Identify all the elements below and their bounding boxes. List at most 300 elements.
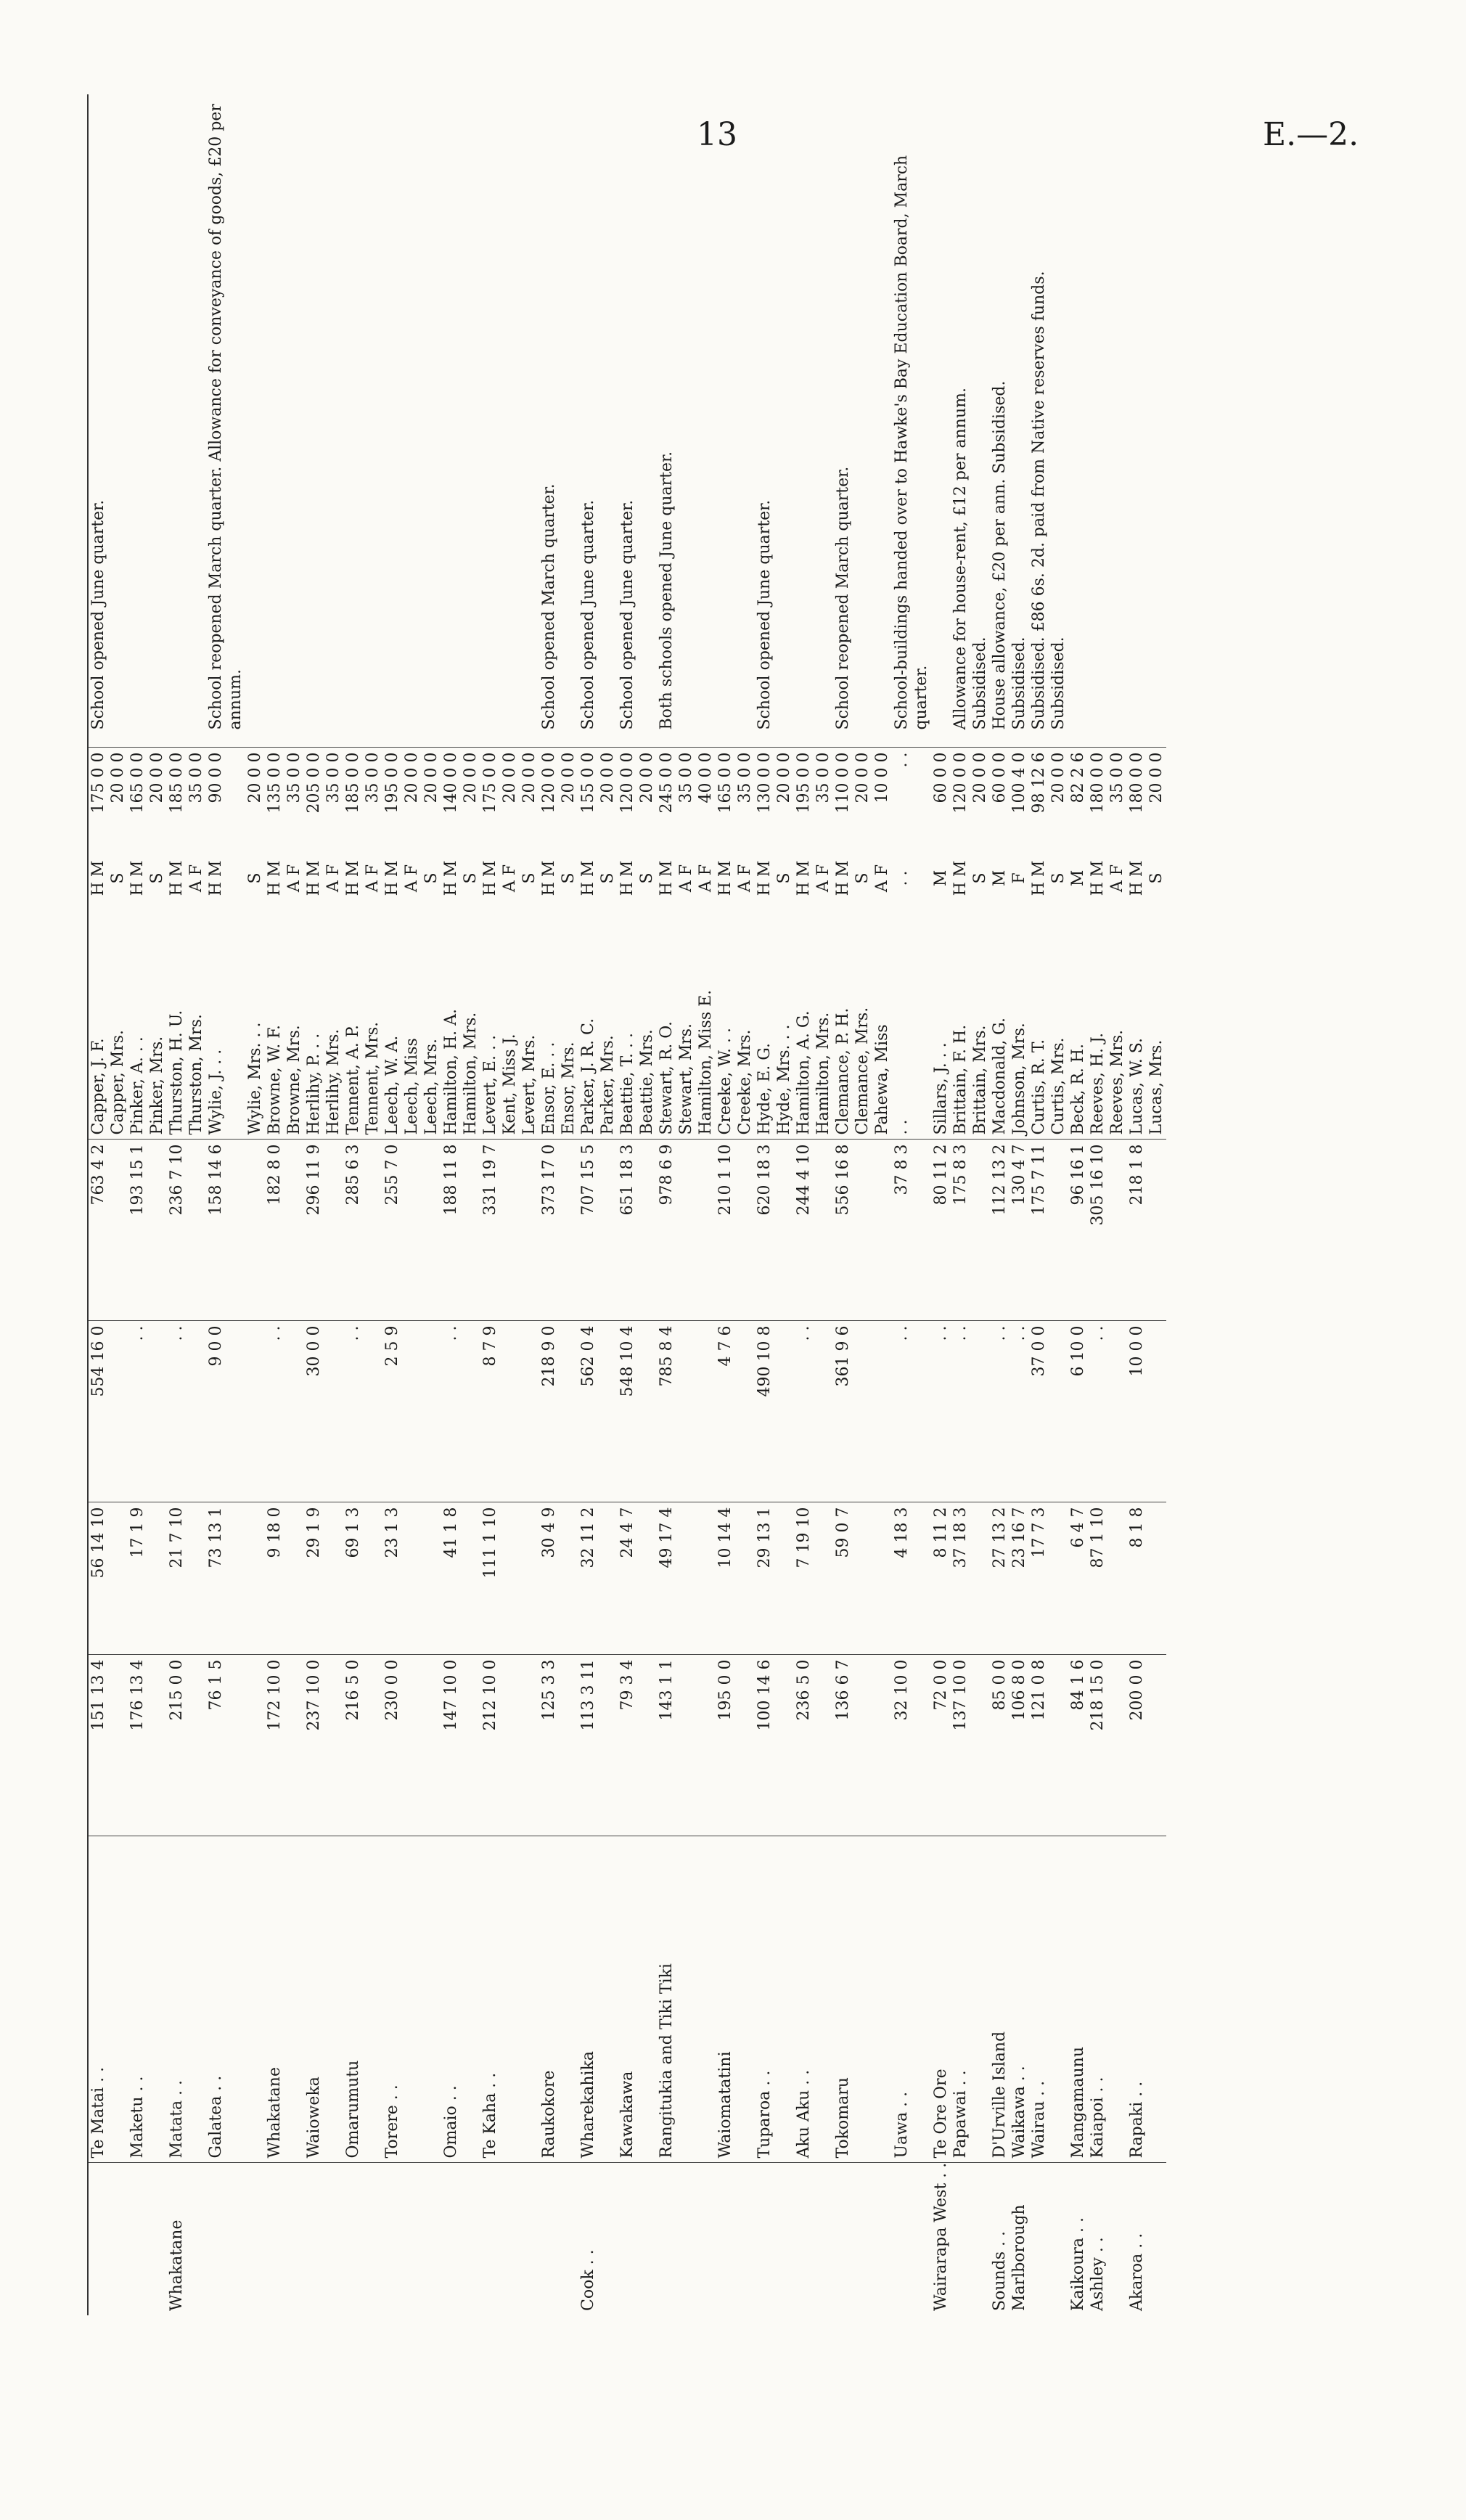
table-row (441, 94, 461, 2315)
education-board-cell (539, 2163, 559, 2315)
teacher-cell: Wylie, J. . . (207, 1049, 225, 1135)
expenditure-cell (422, 1655, 441, 1836)
teacher-cell: Sillars, J. . . (932, 1042, 950, 1135)
education-board-cell (696, 2163, 716, 2315)
expenditure-cell: 113 3 11 (578, 1655, 598, 1836)
expenditure-cell: 215 0 0 (167, 1655, 187, 1836)
position-cell: A F (677, 864, 695, 893)
table-row (1049, 94, 1068, 2315)
school-name-cell: Rangitukia and Tiki Tiki (657, 1836, 676, 2163)
teacher-cell: Beck, R. H. (1069, 1043, 1087, 1135)
table-row (304, 94, 324, 2315)
salary-cell: 35 0 0 (324, 748, 343, 842)
position-cell: S (520, 872, 539, 884)
remarks-cell (500, 94, 520, 748)
remarks-cell (382, 94, 402, 748)
teacher-cell: Thurston, Mrs. (187, 1014, 205, 1135)
salary-cell: 35 0 0 (187, 748, 206, 842)
expenditure-cell (814, 1655, 833, 1836)
education-board-cell (402, 2163, 422, 2315)
salary-cell: 120 0 0 (618, 748, 637, 842)
salary-cell: 35 0 0 (676, 748, 696, 842)
education-board-cell: Cook . . (578, 2163, 598, 2315)
fees-cell: 8 1 8 (1127, 1502, 1147, 1655)
remarks-cell (343, 94, 363, 748)
education-board-cell (304, 2163, 324, 2315)
education-board-cell (951, 2163, 970, 2315)
buildings-cell (461, 1321, 480, 1502)
expenditure-cell: 137 10 0 (951, 1655, 970, 1836)
school-name-cell: Papawai . . (951, 1836, 970, 2163)
salary-cell: 20 0 0 (559, 748, 578, 842)
salary-cell: 110 0 0 (833, 748, 853, 842)
position-cell: H M (344, 860, 362, 896)
fees-cell: 10 14 4 (716, 1502, 735, 1655)
remarks-cell (931, 94, 951, 748)
salary-cell: 120 0 0 (951, 748, 970, 842)
salary-cell: 135 0 0 (265, 748, 284, 842)
total-cell: 978 6 9 (657, 1140, 676, 1321)
salary-cell: 20 0 0 (422, 748, 441, 842)
teacher-cell: Pinker, Mrs. (148, 1036, 166, 1135)
remarks-cell: Subsidised. (1049, 637, 1068, 730)
salary-cell: 20 0 0 (970, 748, 990, 842)
teacher-cell: Ensor, E. . . (540, 1042, 558, 1135)
position-cell: H M (795, 860, 813, 896)
buildings-cell: . . (951, 1321, 970, 1502)
education-board-cell (382, 2163, 402, 2315)
buildings-cell: 361 9 6 (833, 1321, 853, 1502)
buildings-cell: 8 7 9 (480, 1321, 500, 1502)
fees-cell: 32 11 2 (578, 1502, 598, 1655)
school-name-cell (853, 1836, 872, 2163)
remarks-cell (1127, 94, 1147, 748)
remarks-cell (363, 94, 382, 748)
position-cell: H M (579, 860, 597, 896)
total-cell (559, 1140, 578, 1321)
buildings-cell (1049, 1321, 1068, 1502)
total-cell (598, 1140, 618, 1321)
position-cell: . . (893, 870, 911, 886)
salary-cell: 130 0 0 (755, 748, 774, 842)
total-cell: 96 16 1 (1068, 1140, 1088, 1321)
teacher-cell: Ensor, Mrs. (560, 1042, 578, 1135)
table-row (1127, 94, 1147, 2315)
school-name-cell (814, 1836, 833, 2163)
fees-cell (970, 1502, 990, 1655)
position-cell: A F (324, 864, 343, 893)
education-board-cell (676, 2163, 696, 2315)
expenditure-cell: 32 10 0 (892, 1655, 931, 1836)
expenditure-cell (735, 1655, 755, 1836)
education-board-cell: Ashley . . (1088, 2163, 1107, 2315)
salary-cell: 60 0 0 (990, 748, 1010, 842)
teacher-cell: Browne, W. F. (266, 1024, 284, 1135)
table-row (814, 94, 833, 2315)
salary-cell: 185 0 0 (167, 748, 187, 842)
education-board-cell (500, 2163, 520, 2315)
buildings-cell (598, 1321, 618, 1502)
education-board-cell (1147, 2163, 1166, 2315)
expenditure-cell: 125 3 3 (539, 1655, 559, 1836)
remarks-cell: School opened June quarter. (618, 499, 636, 730)
school-name-cell (676, 1836, 696, 2163)
fees-cell (520, 1502, 539, 1655)
teacher-cell: Macdonald, G. (991, 1018, 1009, 1135)
remarks-cell: Subsidised. £86 6s. 2d. paid from Native reserves funds. (1030, 271, 1048, 730)
education-board-cell (598, 2163, 618, 2315)
teacher-cell: Stewart, R. O. (658, 1020, 676, 1135)
expenditure-cell (637, 1655, 657, 1836)
position-cell: S (109, 872, 127, 884)
buildings-cell: 10 0 0 (1127, 1321, 1147, 1502)
table-row (167, 94, 187, 2315)
position-cell: S (462, 872, 480, 884)
education-board-cell: Whakatane (167, 2163, 187, 2315)
school-name-cell: Waiomatatini (716, 1836, 735, 2163)
position-cell: M (991, 870, 1009, 887)
position-cell: A F (814, 864, 832, 893)
expenditure-cell: 151 13 4 (88, 1655, 108, 1836)
total-cell: 285 6 3 (343, 1140, 363, 1321)
total-cell: 620 18 3 (755, 1140, 774, 1321)
teacher-cell: Wylie, Mrs. . . (246, 1022, 264, 1135)
position-cell: H M (618, 860, 636, 896)
education-board-cell (872, 2163, 892, 2315)
total-cell (402, 1140, 422, 1321)
total-cell: 130 4 7 (1010, 1140, 1029, 1321)
education-board-cell (892, 2163, 931, 2315)
total-cell: 175 8 3 (951, 1140, 970, 1321)
buildings-cell (520, 1321, 539, 1502)
buildings-cell: . . (167, 1321, 187, 1502)
teacher-cell: Clemance, P. H. (834, 1007, 852, 1135)
education-board-cell (618, 2163, 637, 2315)
education-board-cell: Akaroa . . (1127, 2163, 1147, 2315)
position-cell: S (775, 872, 793, 884)
education-board-cell (1029, 2163, 1049, 2315)
table-row (637, 94, 657, 2315)
expenditure-cell: 216 5 0 (343, 1655, 363, 1836)
teacher-cell: Hamilton, H. A. (442, 1008, 460, 1135)
buildings-cell: 562 0 4 (578, 1321, 598, 1502)
fees-cell (363, 1502, 382, 1655)
expenditure-cell: 218 15 0 (1088, 1655, 1107, 1836)
remarks-cell: Subsidised. (1010, 637, 1028, 730)
teacher-cell: Levert, Mrs. (520, 1034, 539, 1135)
teacher-cell: Pinker, A. . . (128, 1036, 147, 1135)
table-row (245, 94, 265, 2315)
fees-cell (324, 1502, 343, 1655)
remarks-cell (265, 94, 284, 748)
position-cell: H M (481, 860, 499, 896)
teacher-cell: Pahewa, Miss (873, 1024, 891, 1135)
salary-cell: 20 0 0 (520, 748, 539, 842)
education-board-cell (970, 2163, 990, 2315)
teacher-cell: Creeke, W. . . (716, 1028, 734, 1135)
school-name-cell: Kaiapoi . . (1088, 1836, 1107, 2163)
position-cell: H M (834, 860, 852, 896)
teacher-cell: Hamilton, A. G. (795, 1010, 813, 1135)
school-name-cell: Raukokore (539, 1836, 559, 2163)
teacher-cell: Thurston, H. U. (168, 1010, 186, 1135)
teacher-cell: Levert, E. . . (481, 1035, 499, 1135)
table-row (284, 94, 304, 2315)
teacher-cell: . . (893, 1119, 911, 1135)
school-name-cell (872, 1836, 892, 2163)
table-row (872, 94, 892, 2315)
buildings-cell: 785 8 4 (657, 1321, 676, 1502)
position-cell: H M (1128, 860, 1146, 896)
school-name-cell (461, 1836, 480, 2163)
buildings-cell (284, 1321, 304, 1502)
expenditure-cell (1147, 1655, 1166, 1836)
total-cell: 236 7 10 (167, 1140, 187, 1321)
school-name-cell: Omarumutu (343, 1836, 363, 2163)
total-cell (422, 1140, 441, 1321)
fees-cell (735, 1502, 755, 1655)
school-name-cell: Te Matai . . (88, 1836, 108, 2163)
expenditure-cell (520, 1655, 539, 1836)
position-cell: H M (1089, 860, 1107, 896)
position-cell: H M (951, 860, 970, 896)
education-board-cell (814, 2163, 833, 2315)
total-cell (363, 1140, 382, 1321)
education-board-cell (147, 2163, 167, 2315)
salary-cell: 20 0 0 (853, 748, 872, 842)
total-cell: 305 16 10 (1088, 1140, 1107, 1321)
buildings-cell: . . (892, 1321, 931, 1502)
school-name-cell: Mangamaunu (1068, 1836, 1088, 2163)
salary-cell: 20 0 0 (402, 748, 422, 842)
expenditure-cell (284, 1655, 304, 1836)
remarks-cell (304, 94, 324, 748)
total-cell (853, 1140, 872, 1321)
remarks-cell (147, 94, 167, 748)
total-cell (814, 1140, 833, 1321)
buildings-cell: 554 16 0 (88, 1321, 108, 1502)
education-board-cell (794, 2163, 814, 2315)
position-cell: A F (187, 864, 205, 893)
buildings-cell: 2 5 9 (382, 1321, 402, 1502)
remarks-cell (696, 94, 716, 748)
salary-cell: 20 0 0 (1049, 748, 1068, 842)
total-cell: 182 8 0 (265, 1140, 284, 1321)
school-name-cell: Rapaki . . (1127, 1836, 1147, 2163)
remarks-cell (559, 94, 578, 748)
table-row (402, 94, 422, 2315)
fees-cell: 23 16 7 (1010, 1502, 1029, 1655)
table-row (343, 94, 363, 2315)
salary-cell: 35 0 0 (735, 748, 755, 842)
position-cell: H M (658, 860, 676, 896)
table-row (1010, 94, 1029, 2315)
fees-cell (1147, 1502, 1166, 1655)
remarks-cell (128, 94, 147, 748)
total-cell: 80 11 2 (931, 1140, 951, 1321)
buildings-cell (1147, 1321, 1166, 1502)
position-cell: S (148, 872, 166, 884)
table-row (1088, 94, 1107, 2315)
remarks-cell: School reopened March quarter. Allowance for conveyance of goods, £20 per annum. (207, 104, 245, 730)
school-name-cell: Te Kaha . . (480, 1836, 500, 2163)
salary-cell: 195 0 0 (382, 748, 402, 842)
teacher-cell: Parker, J. R. C. (579, 1018, 597, 1135)
fees-cell: 30 4 9 (539, 1502, 559, 1655)
position-cell: H M (89, 860, 107, 896)
salary-cell: 20 0 0 (147, 748, 167, 842)
buildings-cell: . . (343, 1321, 363, 1502)
buildings-cell: 37 0 0 (1029, 1321, 1049, 1502)
expenditure-cell: 172 10 0 (265, 1655, 284, 1836)
school-name-cell: Maketu . . (128, 1836, 147, 2163)
total-cell: 331 19 7 (480, 1140, 500, 1321)
total-cell: 244 4 10 (794, 1140, 814, 1321)
buildings-cell: . . (1010, 1321, 1029, 1502)
total-cell (696, 1140, 716, 1321)
salary-cell: 120 0 0 (539, 748, 559, 842)
teacher-cell: Lucas, Mrs. (1147, 1039, 1166, 1135)
remarks-cell (872, 94, 892, 748)
school-name-cell (422, 1836, 441, 2163)
education-board-cell (520, 2163, 539, 2315)
expenditure-cell: 237 10 0 (304, 1655, 324, 1836)
remarks-cell (1088, 94, 1107, 748)
expenditure-cell: 100 14 6 (755, 1655, 774, 1836)
salary-cell: 20 0 0 (108, 748, 128, 842)
table-row (578, 94, 598, 2315)
school-name-cell (637, 1836, 657, 2163)
school-name-cell (363, 1836, 382, 2163)
position-cell: A F (403, 864, 421, 893)
remarks-cell: Both schools opened June quarter. (658, 451, 676, 730)
expenditure-cell (245, 1655, 265, 1836)
education-board-cell (422, 2163, 441, 2315)
school-name-cell (1147, 1836, 1166, 2163)
table-row (108, 94, 128, 2315)
total-cell: 373 17 0 (539, 1140, 559, 1321)
expenditure-cell (676, 1655, 696, 1836)
total-cell: 175 7 11 (1029, 1140, 1049, 1321)
teacher-cell: Hamilton, Mrs. (462, 1012, 480, 1135)
table-row (990, 94, 1010, 2315)
remarks-cell: House allowance, £20 per ann. Subsidised. (991, 380, 1009, 730)
total-cell (147, 1140, 167, 1321)
salary-cell: 20 0 0 (245, 748, 265, 842)
buildings-cell (970, 1321, 990, 1502)
school-name-cell: Tuparoa . . (755, 1836, 774, 2163)
fees-cell (637, 1502, 657, 1655)
school-name-cell (970, 1836, 990, 2163)
education-board-cell (735, 2163, 755, 2315)
remarks-cell (284, 94, 304, 748)
remarks-cell: Subsidised. (971, 637, 989, 730)
remarks-cell (245, 94, 265, 748)
remarks-cell (108, 94, 128, 748)
table-row (696, 94, 716, 2315)
education-board-cell (559, 2163, 578, 2315)
salary-cell: 90 0 0 (206, 748, 245, 842)
school-name-cell (735, 1836, 755, 2163)
buildings-cell (1107, 1321, 1127, 1502)
total-cell: 651 18 3 (618, 1140, 637, 1321)
table-row (794, 94, 814, 2315)
total-cell (970, 1140, 990, 1321)
fees-cell: 111 1 10 (480, 1502, 500, 1655)
position-cell: A F (736, 864, 754, 893)
buildings-cell (559, 1321, 578, 1502)
expenditure-cell (872, 1655, 892, 1836)
fees-cell (559, 1502, 578, 1655)
buildings-cell: . . (794, 1321, 814, 1502)
remarks-cell: School opened March quarter. (540, 483, 558, 730)
total-cell: 763 4 2 (88, 1140, 108, 1321)
teacher-cell: Tennent, A. P. (344, 1024, 362, 1135)
buildings-cell: . . (265, 1321, 284, 1502)
table-row (1107, 94, 1127, 2315)
table-row (892, 94, 931, 2315)
school-name-cell: Galatea . . (206, 1836, 245, 2163)
salary-cell: . . (892, 748, 931, 842)
fees-cell (284, 1502, 304, 1655)
remarks-cell: School opened June quarter. (579, 499, 597, 730)
salary-cell: 82 2 6 (1068, 748, 1088, 842)
buildings-cell (500, 1321, 520, 1502)
buildings-cell: 548 10 4 (618, 1321, 637, 1502)
teacher-cell: Brittain, F. H. (951, 1024, 970, 1135)
buildings-cell (637, 1321, 657, 1502)
fees-cell (1049, 1502, 1068, 1655)
total-cell: 255 7 0 (382, 1140, 402, 1321)
education-board-cell (108, 2163, 128, 2315)
salary-cell: 35 0 0 (363, 748, 382, 842)
position-cell: A F (697, 864, 715, 893)
buildings-cell: . . (931, 1321, 951, 1502)
page-number: 13 (697, 116, 737, 153)
position-cell: H M (305, 860, 323, 896)
teacher-cell: Leech, W. A. (383, 1035, 401, 1135)
teacher-cell: Beattie, Mrs. (638, 1029, 656, 1135)
school-name-cell (500, 1836, 520, 2163)
position-cell: A F (501, 864, 519, 893)
education-board-cell (324, 2163, 343, 2315)
salary-cell: 175 0 0 (88, 748, 108, 842)
expenditure-cell (774, 1655, 794, 1836)
expenditure-cell (147, 1655, 167, 1836)
position-cell: H M (540, 860, 558, 896)
table-row (774, 94, 794, 2315)
position-cell: H M (128, 860, 147, 896)
position-cell: H M (755, 860, 774, 896)
salary-cell: 155 0 0 (578, 748, 598, 842)
teacher-cell: Kent, Miss J. (501, 1034, 519, 1135)
expenditure-cell (970, 1655, 990, 1836)
fees-cell: 9 18 0 (265, 1502, 284, 1655)
remarks-cell (716, 94, 735, 748)
fees-cell: 41 1 8 (441, 1502, 461, 1655)
position-cell: S (971, 872, 989, 884)
fees-cell: 21 7 10 (167, 1502, 187, 1655)
expenditure-cell: 85 0 0 (990, 1655, 1010, 1836)
fees-cell (872, 1502, 892, 1655)
total-cell: 188 11 8 (441, 1140, 461, 1321)
school-name-cell: Aku Aku . . (794, 1836, 814, 2163)
education-board-cell (480, 2163, 500, 2315)
education-board-cell: Wairarapa West . . (931, 2163, 951, 2315)
fees-cell (598, 1502, 618, 1655)
education-board-cell (88, 2163, 108, 2315)
position-cell: H M (168, 860, 186, 896)
